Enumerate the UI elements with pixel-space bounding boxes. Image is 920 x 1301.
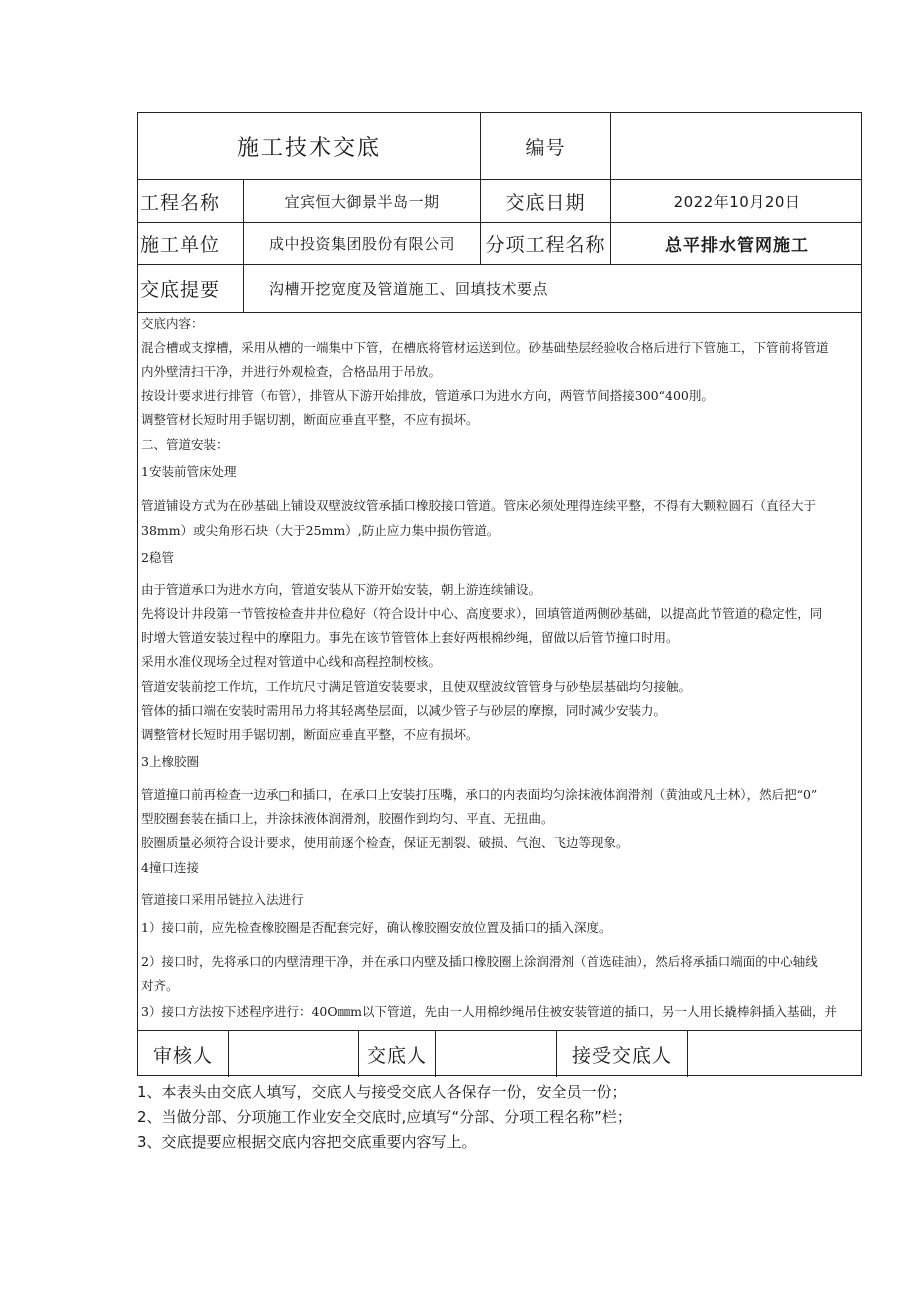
content-line: 调整管材长短时用手锯切割，断面应垂直平整，不应有损坏。 xyxy=(141,727,479,742)
receiver-label: 接受交底人 xyxy=(556,1031,687,1077)
content-line: 按设计要求进行排管（布管），排管从下游开始排放，管道承口为进水方向，两管节间搭接300“400刖。 xyxy=(141,388,714,403)
reviewer-field[interactable] xyxy=(228,1031,358,1077)
content-line: 二、管道安装： xyxy=(141,437,229,452)
reviewer-label: 审核人 xyxy=(152,1044,213,1067)
header-row xyxy=(138,113,861,180)
project-name-label: 工程名称 xyxy=(140,191,221,214)
content-line: 时增大管道安装过程中的摩阻力。事先在该节管管体上套好两根棉纱绳，留做以后管节撞口时用。 xyxy=(141,630,679,645)
content-line: 调整管材长短时用手锯切割，断面应垂直平整，不应有损坏。 xyxy=(141,412,479,427)
form-title: 施工技术交底 xyxy=(236,135,381,161)
content-line: 1）接口前，应先检查橡胶圈是否配套完好，确认橡胶圈安放位置及插口的插入深度。 xyxy=(141,920,612,935)
content-line: 胶圈质量必须符合设计要求，使用前逐个检查，保证无割裂、破损、气泡、飞边等现象。 xyxy=(141,835,629,850)
sub-project-value: 总平排水管网施工 xyxy=(610,223,863,264)
content-line: 对齐。 xyxy=(141,978,179,993)
note-item: 2、当做分部、分项施工作业安全交底时,应填写“分部、分项工程名称”栏； xyxy=(137,1108,632,1126)
content-line: 3）接口方法按下述程序进行：40O㎜m以下管道，先由一人用棉纱绳吊住被安装管道的插口，另一人用长撬棒斜插入基础，并 xyxy=(141,1004,837,1019)
discloser-label: 交底人 xyxy=(358,1031,435,1077)
form-notes xyxy=(137,1080,632,1155)
receiver-field[interactable] xyxy=(687,1031,863,1077)
content-line: 先将设计井段第一节管按检查井井位稳好（符合设计中心、高度要求），回填管道两侧砂基础，以提高此节管道的稳定性，同 xyxy=(141,606,823,621)
note-item: 3、交底提要应根据交底内容把交底重要内容写上。 xyxy=(137,1133,477,1151)
content-line: 管体的插口端在安装时需用吊力将其轻离垫层面，以减少管子与砂层的摩擦，同时减少安装力。 xyxy=(141,703,667,718)
content-line: 型胶圈套装在插口上，并涂抹液体润滑剂，胶圈作到均匀、平直、无扭曲。 xyxy=(141,811,554,826)
content-line: 管道撞口前再检查一边承□和插口，在承口上安装打压嘴，承口的内表面均匀涂抹液体润滑剂（黄油或凡士林），然后把“0” xyxy=(141,787,818,802)
note-item: 1、本表头由交底人填写，交底人与接受交底人各保存一份，安全员一份； xyxy=(137,1083,627,1101)
content-line: 管道安装前挖工作坑，工作坑尺寸满足管道安装要求，且使双壁波纹管管身与砂垫层基础均匀接触。 xyxy=(141,679,692,694)
content-line: 4撞口连接 xyxy=(141,860,199,875)
content-line: 管道铺设方式为在砂基础上铺设双壁波纹管承插口橡胶接口管道。管床必须处理得连续平整，不得有大颗粒圆石（直径大于 xyxy=(141,498,817,513)
content-line: 1安装前管床处理 xyxy=(141,464,237,479)
content-line: 混合槽或支撑槽，采用从槽的一端集中下管，在槽底将管材运送到位。砂基础垫层经验收合格后进行下管施工，下管前将管道 xyxy=(141,340,829,355)
content-line: 38mm）或尖角形石块（大于25mm）,防止应力集中损伤管道。 xyxy=(141,523,500,538)
project-row xyxy=(138,180,861,223)
summary-label: 交底提要 xyxy=(140,279,221,301)
content-line: 3上橡胶圈 xyxy=(141,754,199,769)
construction-unit-label: 施工单位 xyxy=(140,234,221,256)
signature-row xyxy=(138,1031,861,1077)
content-line: 内外壁清扫干净，并进行外观检查，合格品用于吊放。 xyxy=(141,364,442,379)
summary-value: 沟槽开挖宽度及管道施工、回填技术要点 xyxy=(243,265,863,312)
number-label: 编号 xyxy=(480,113,610,179)
disclosure-content xyxy=(138,313,861,1031)
unit-row xyxy=(138,223,861,265)
sub-project-label: 分项工程名称 xyxy=(480,223,610,264)
disclosure-form xyxy=(137,112,862,1076)
discloser-field[interactable] xyxy=(435,1031,556,1077)
date-label: 交底日期 xyxy=(480,180,610,222)
number-value xyxy=(610,113,863,179)
construction-unit-value: 成中投资集团股份有限公司 xyxy=(243,223,480,264)
date-value: 2022年10月20日 xyxy=(610,180,863,222)
summary-row xyxy=(138,265,861,313)
content-line: 2）接口时，先将承口的内壁清理干净，并在承口内壁及插口橡胶圈上涂润滑剂（首选硅油），然后将承插口端面的中心轴线 xyxy=(141,954,818,969)
content-line: 管道接口采用吊链拉入法进行 xyxy=(141,892,304,907)
content-line: 采用水准仪现场全过程对管道中心线和高程控制校核。 xyxy=(141,654,442,669)
content-line: 由于管道承口为进水方向，管道安装从下游开始安装，朝上游连续铺设。 xyxy=(141,582,542,597)
content-line: 交底内容： xyxy=(141,316,204,331)
project-name-value: 宜宾恒大御景半岛一期 xyxy=(243,180,480,222)
content-line: 2稳管 xyxy=(141,550,174,565)
